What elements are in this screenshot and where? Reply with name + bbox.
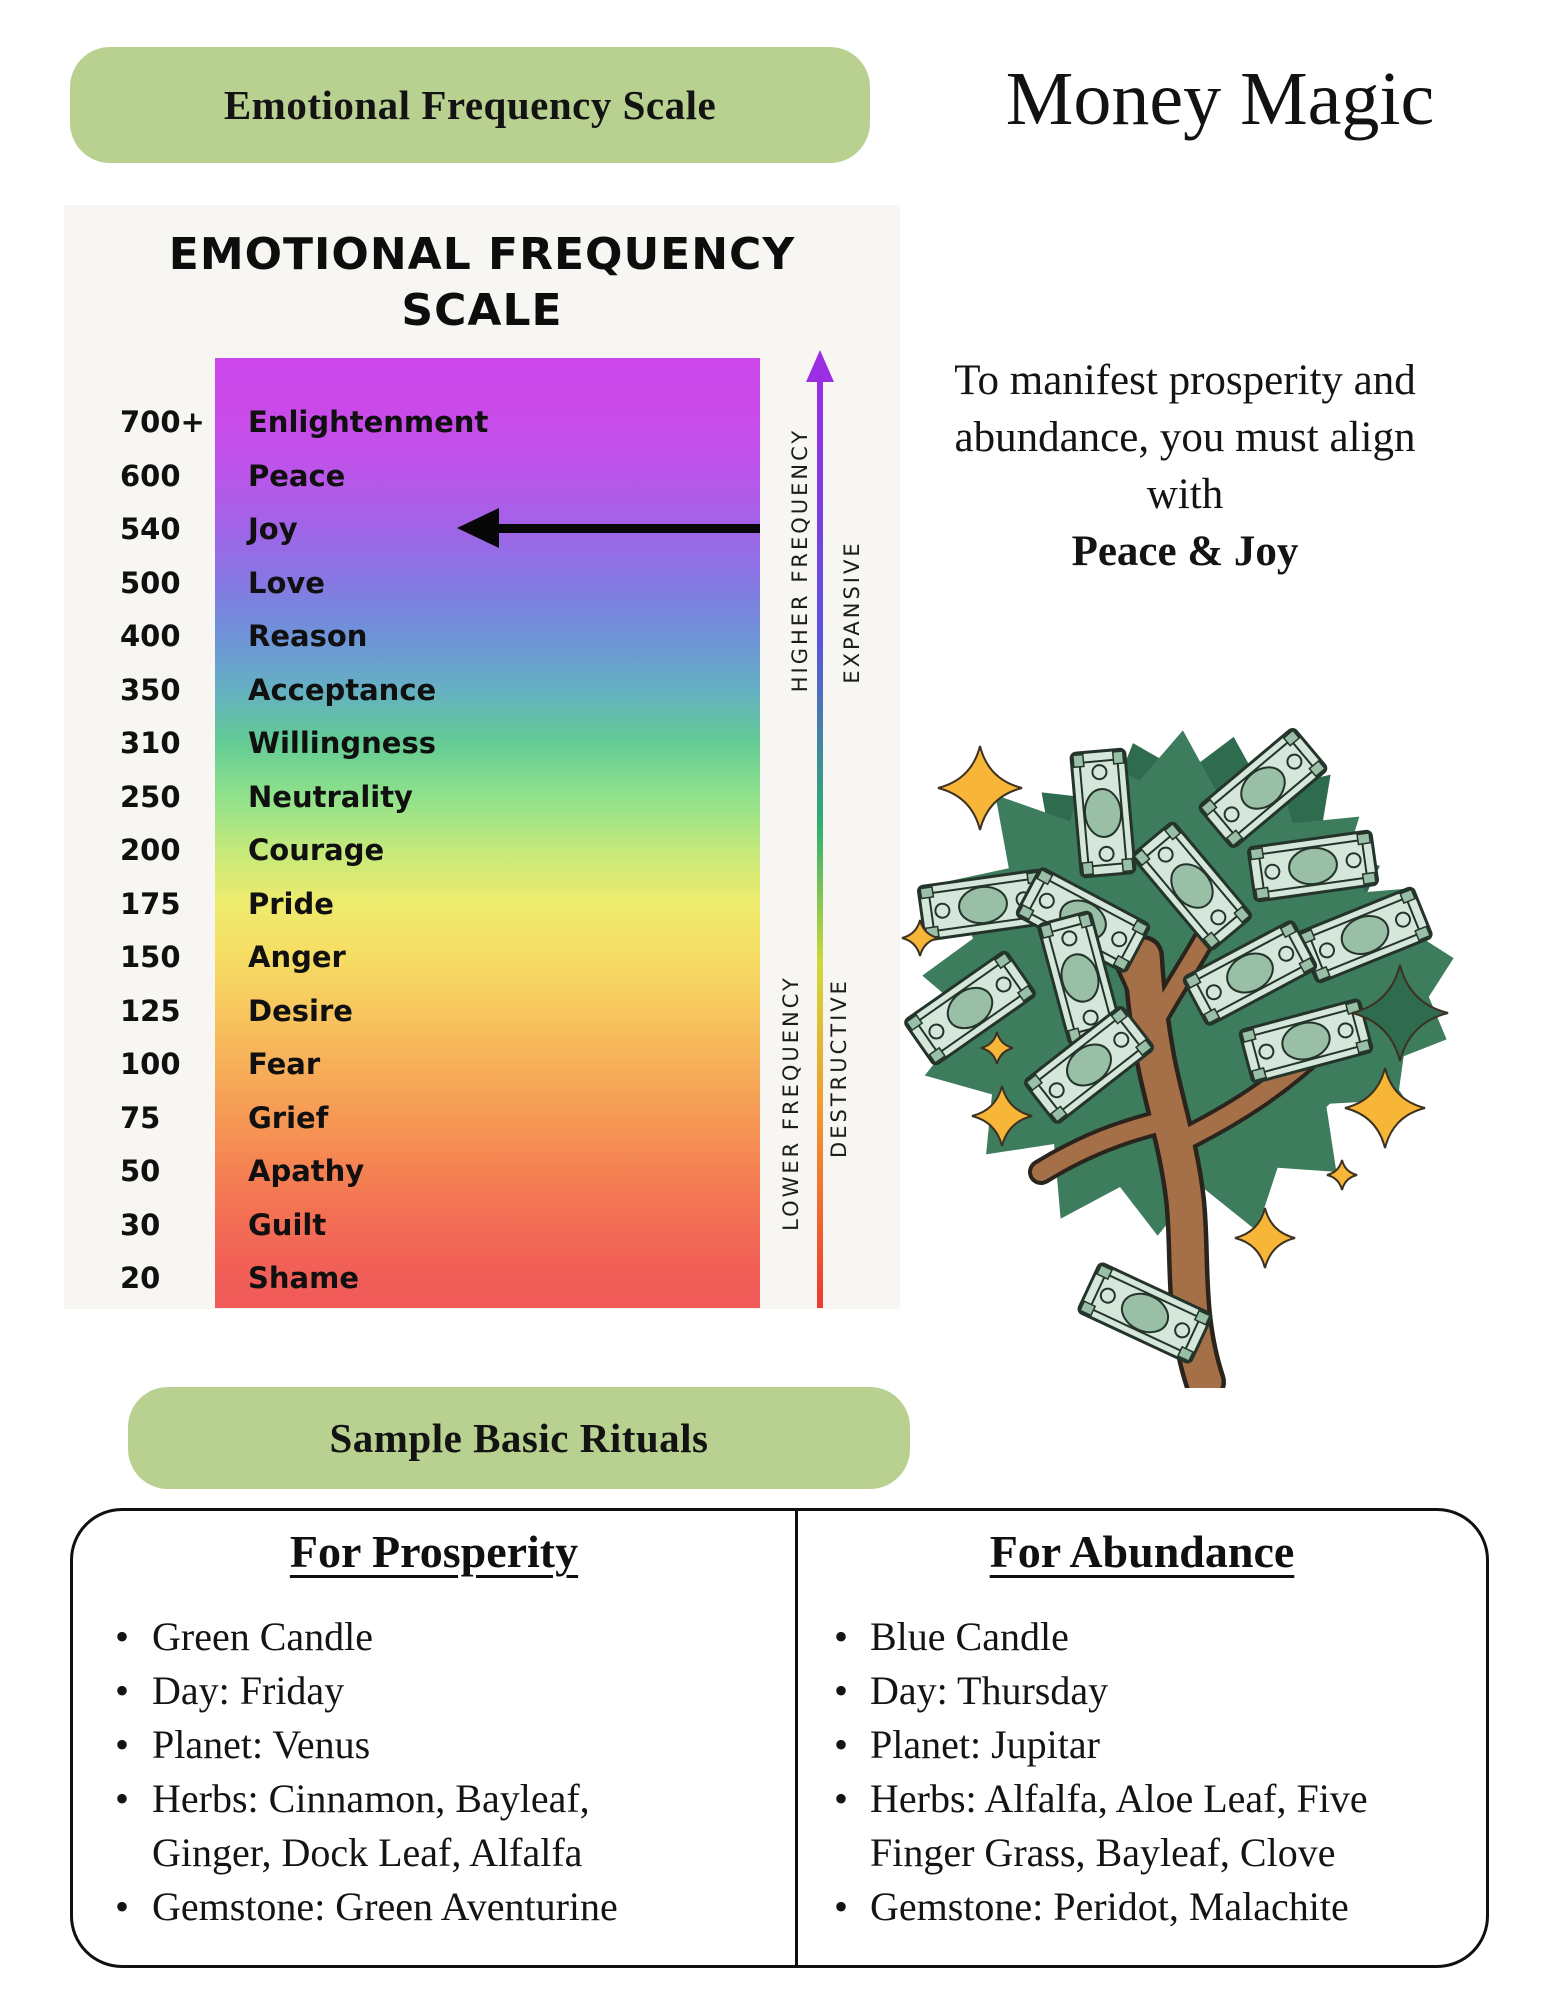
scale-row [120,1205,326,1245]
scale-row [120,616,367,656]
scale-row-label: Courage [248,833,385,867]
scale-row-value: 700+ [120,405,205,439]
sample-rituals-badge [128,1387,910,1489]
scale-row [120,670,436,710]
prosperity-list [73,1610,795,1934]
scale-row-label: Willingness [248,726,436,760]
manifest-line: To manifest prosperity and [954,357,1416,404]
scale-row [120,1044,320,1084]
frequency-axis-arrow [817,378,823,1308]
scale-row-value: 75 [120,1100,161,1135]
scale-row-label: Pride [248,886,334,921]
scale-row [120,1258,359,1298]
prosperity-column [73,1511,798,1965]
scale-row-label: Joy [248,512,298,546]
scale-row-label: Acceptance [248,672,437,707]
scale-row-label: Fear [248,1047,321,1081]
scale-row-value: 200 [120,833,181,867]
manifest-highlight: Peace & Joy [1071,528,1299,575]
scale-row-label: Neutrality [248,779,413,814]
ritual-item: • Herbs: Alfalfa, Aloe Leaf, Five Finger Grass, Bayleaf, Clove [798,1772,1470,1880]
ritual-item: • Gemstone: Peridot, Malachite [798,1880,1470,1934]
scale-row-label: Desire [248,993,353,1028]
scale-row-value: 30 [120,1207,161,1242]
scale-row-value: 150 [120,940,181,974]
prosperity-title: For Prosperity [289,1526,579,1577]
scale-row [120,1098,328,1138]
axis-label-expansive: EXPANSIVE [840,540,864,684]
scale-row-value: 175 [120,886,181,921]
rituals-box [70,1508,1489,1968]
page-title: Money Magic [1005,57,1435,141]
scale-row [120,456,345,496]
axis-label-higher-frequency: HIGHER FREQUENCY [788,427,812,693]
ritual-item: • Day: Friday [73,1664,697,1718]
manifest-text [905,352,1465,580]
ritual-item: • Herbs: Cinnamon, Bayleaf, Ginger, Dock Leaf, Alfalfa [73,1772,697,1880]
scale-row-value: 50 [120,1154,161,1188]
scale-row-label: Enlightenment [248,405,489,439]
scale-row-label: Shame [248,1261,359,1295]
scale-row-value: 100 [120,1047,181,1081]
ritual-item: • Planet: Jupitar [798,1718,1470,1772]
axis-label-lower-frequency: LOWER FREQUENCY [779,975,803,1231]
scale-row [120,563,325,603]
scale-row-value: 250 [120,779,181,814]
badge-label: Emotional Frequency Scale [223,82,717,128]
scale-row-label: Love [248,565,325,600]
scale-row-value: 600 [120,458,181,493]
scale-title: EMOTIONAL FREQUENCY SCALE [168,229,796,336]
scale-row-label: Guilt [248,1207,327,1242]
manifest-line: abundance, you must align [954,414,1416,461]
scale-row [120,402,488,442]
scale-row [120,1151,364,1191]
scale-row [120,991,353,1031]
ritual-item: • Gemstone: Green Aventurine [73,1880,697,1934]
scale-row-label: Anger [248,940,346,974]
ritual-item: • Day: Thursday [798,1664,1470,1718]
emotional-frequency-badge [70,47,870,163]
abundance-title: For Abundance [989,1526,1295,1577]
scale-row-value: 540 [120,512,181,546]
scale-row [120,723,436,763]
axis-label-destructive: DESTRUCTIVE [827,978,851,1158]
scale-row [120,830,384,870]
frequency-axis-arrowhead-icon [806,350,834,382]
ritual-item: • Green Candle [73,1610,697,1664]
badge-label: Sample Basic Rituals [329,1415,709,1461]
scale-row-value: 500 [120,565,181,600]
scale-row [120,884,334,924]
joy-pointer-arrow [455,505,767,551]
manifest-line: with [1146,471,1224,518]
abundance-column [798,1511,1486,1965]
ritual-item: • Planet: Venus [73,1718,697,1772]
scale-row [120,777,413,817]
scale-row-label: Peace [248,458,346,493]
scale-row [120,937,346,977]
money-tree-illustration [895,688,1460,1388]
abundance-list [798,1610,1486,1934]
scale-row-label: Reason [248,619,368,653]
dollar-bill [1071,749,1136,877]
scale-row-label: Grief [248,1100,329,1135]
scale-row-value: 350 [120,672,181,707]
scale-row-value: 125 [120,993,181,1028]
scale-row-value: 400 [120,619,181,653]
ritual-item: • Blue Candle [798,1610,1470,1664]
scale-row-label: Apathy [248,1154,365,1188]
scale-row-value: 20 [120,1261,161,1295]
scale-row [120,509,298,549]
scale-row-value: 310 [120,726,181,760]
